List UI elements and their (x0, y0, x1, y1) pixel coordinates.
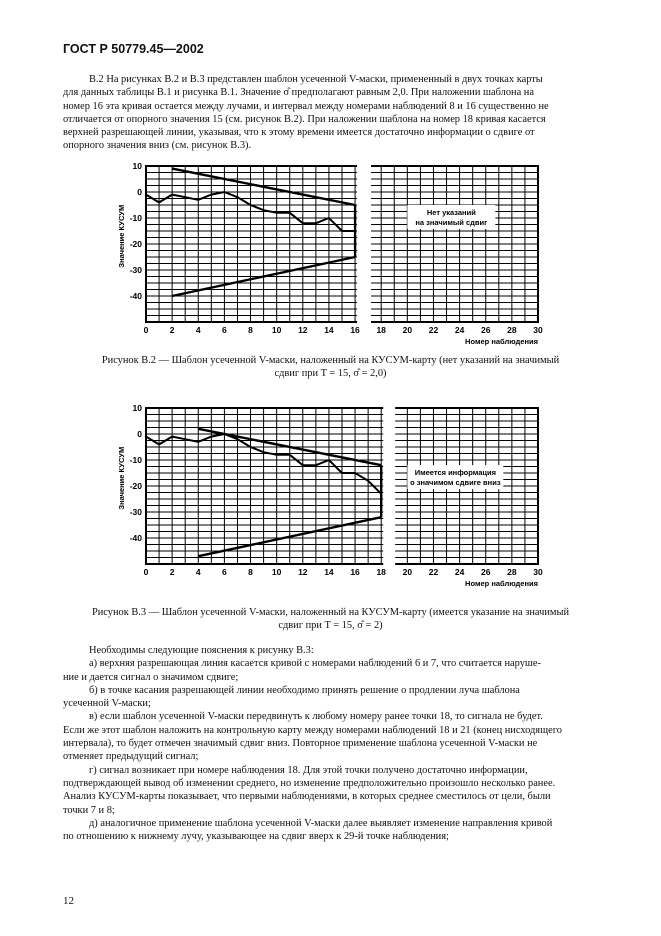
y-tick-label: -30 (129, 265, 142, 275)
page-number: 12 (63, 895, 74, 907)
x-tick-label: 0 (143, 325, 149, 335)
y-tick-label: 0 (137, 429, 142, 439)
y-tick-label: -10 (129, 213, 142, 223)
y-axis-label: Значение КУСУМ (117, 446, 126, 510)
explanation-line: усеченной V-маски; (63, 698, 151, 710)
y-tick-label: -20 (129, 481, 142, 491)
y-tick-label: 10 (132, 161, 142, 171)
x-tick-label: 20 (402, 567, 413, 577)
caption-line: Рисунок В.2 — Шаблон усеченной V-маски, наложенный на КУСУМ-карту (нет указаний на значимый (101, 355, 560, 366)
x-tick-label: 6 (222, 325, 227, 335)
cusum-chart-figure-b2 (110, 160, 560, 348)
y-tick-label: -20 (129, 239, 142, 249)
explanation-line: по отношению к нижнему лучу, указывающее на сдвиг вверх к 29-й точке наблюдения; (63, 831, 449, 843)
explanation-line: отменяет предыдущий сигнал; (63, 751, 199, 763)
caption-line: Рисунок В.3 — Шаблон усеченной V-маски, наложенный на КУСУМ-карту (имеется указание на значимый (91, 607, 570, 618)
explanation-paragraph (63, 644, 598, 843)
explanation-line: в) если шаблон усеченной V-маски передвинуть к любому номеру ранее точки 18, то сигнала не будет. (89, 711, 543, 723)
x-tick-label: 24 (454, 567, 465, 577)
x-tick-label: 12 (298, 325, 308, 335)
explanation-line: ние и дается сигнал о значимом сдвиге; (63, 671, 239, 683)
x-tick-label: 22 (428, 325, 439, 335)
caption-line: сдвиг при T = 15, σ̂ = 2) (278, 620, 383, 631)
x-tick-label: 16 (350, 325, 360, 335)
x-tick-label: 0 (143, 567, 149, 577)
vmask-notch (383, 407, 395, 565)
explanation-line: точки 7 и 8; (63, 804, 115, 816)
explanation-line: д) аналогичное применение шаблона усеченной V-маски далее выявляет изменение направления кривой (89, 817, 553, 829)
note-text: о значимом сдвиге вниз (410, 478, 501, 488)
x-tick-label: 28 (507, 325, 517, 335)
x-tick-label: 26 (480, 567, 491, 577)
explanation-line: Необходимы следующие пояснения к рисунку В.3: (89, 645, 314, 656)
x-axis-label: Номер наблюдения (465, 579, 538, 588)
explanation-line: б) в точке касания разрешающей линии необходимо принять решение о продлении луча шаблона (89, 684, 520, 696)
explanation-line: г) сигнал возникает при номере наблюдения 18. Для этой точки получено достаточно информации, (89, 764, 528, 776)
y-tick-label: -30 (129, 507, 142, 517)
x-tick-label: 30 (533, 567, 543, 577)
x-tick-label: 10 (271, 567, 282, 577)
x-tick-label: 2 (169, 567, 175, 577)
y-axis-label: Значение КУСУМ (117, 204, 126, 268)
x-tick-label: 30 (533, 325, 543, 335)
x-tick-label: 4 (195, 325, 201, 335)
explanation-line: Анализ КУСУМ-карты показывает, что первыми наблюдениями, в которых среднее сместилось от цели, были (63, 791, 551, 803)
cusum-chart-figure-b3 (110, 402, 560, 598)
x-tick-label: 4 (195, 567, 201, 577)
note-text: на значимый сдвиг (415, 218, 488, 227)
y-tick-label: 10 (132, 403, 142, 413)
document-header: ГОСТ Р 50779.45—2002 (63, 42, 204, 56)
figure-caption-b2 (63, 354, 598, 380)
x-tick-label: 24 (454, 325, 465, 335)
y-tick-label: -40 (129, 533, 142, 543)
x-tick-label: 28 (507, 567, 517, 577)
x-tick-label: 8 (248, 325, 253, 335)
x-axis-label: Номер наблюдения (465, 337, 538, 346)
vmask-notch (357, 165, 371, 323)
x-tick-label: 8 (248, 567, 253, 577)
explanation-line: а) верхняя разрешающая линия касается кривой с номерами наблюдений 6 и 7, что считается наруше- (89, 658, 541, 670)
explanation-line: Если же этот шаблон наложить на контрольную карту между номерами наблюдений 18 и 21 (конец нисходящего (63, 724, 562, 736)
x-tick-label: 6 (222, 567, 227, 577)
note-text: Нет указаний (426, 208, 476, 217)
x-tick-label: 26 (480, 325, 491, 335)
intro-paragraph (63, 73, 598, 153)
x-tick-label: 18 (376, 567, 386, 577)
x-tick-label: 22 (428, 567, 439, 577)
intro-line: В.2 На рисунках В.2 и В.3 представлен шаблон усеченной V-маски, примененный в двух точках карты (89, 74, 543, 85)
intro-line: верхней разрешающей линии, указывая, что к этому времени имеется достаточно информации о сдвиге от (63, 127, 535, 139)
x-tick-label: 14 (324, 325, 334, 335)
intro-line: для данных таблицы В.1 и рисунка В.1. Значение σ̂ предполагают равным 2,0. При наложении шаблона на (63, 87, 534, 99)
explanation-line: интервала), то будет отмечен значимый сдвиг вниз. Повторное применение шаблона усеченной V-маски не (63, 738, 538, 750)
y-tick-label: -10 (129, 455, 142, 465)
explanation-line: подтверждающей вывод об изменении среднего, но изменение предположительно произошло несколько ранее. (63, 777, 556, 789)
caption-line: сдвиг при T = 15, σ̂ = 2,0) (274, 368, 387, 379)
x-tick-label: 18 (376, 325, 386, 335)
intro-line: отличается от опорного значения 15 (см. рисунок В.2). При наложении шаблона на номер 18 кривая касается (63, 113, 546, 125)
x-tick-label: 16 (350, 567, 360, 577)
y-tick-label: 0 (137, 187, 142, 197)
note-text: Имеется информация (414, 468, 496, 478)
x-tick-label: 10 (271, 325, 282, 335)
y-tick-label: -40 (129, 291, 142, 301)
intro-line: опорного значения вниз (см. рисунок В.3). (63, 140, 252, 152)
intro-line: номер 16 эта кривая остается между лучами, и интервал между номерами наблюдений 8 и 16 существенно не (63, 100, 549, 112)
x-tick-label: 12 (298, 567, 308, 577)
x-tick-label: 14 (324, 567, 334, 577)
figure-caption-b3 (63, 606, 598, 632)
x-tick-label: 2 (169, 325, 175, 335)
x-tick-label: 20 (402, 325, 413, 335)
